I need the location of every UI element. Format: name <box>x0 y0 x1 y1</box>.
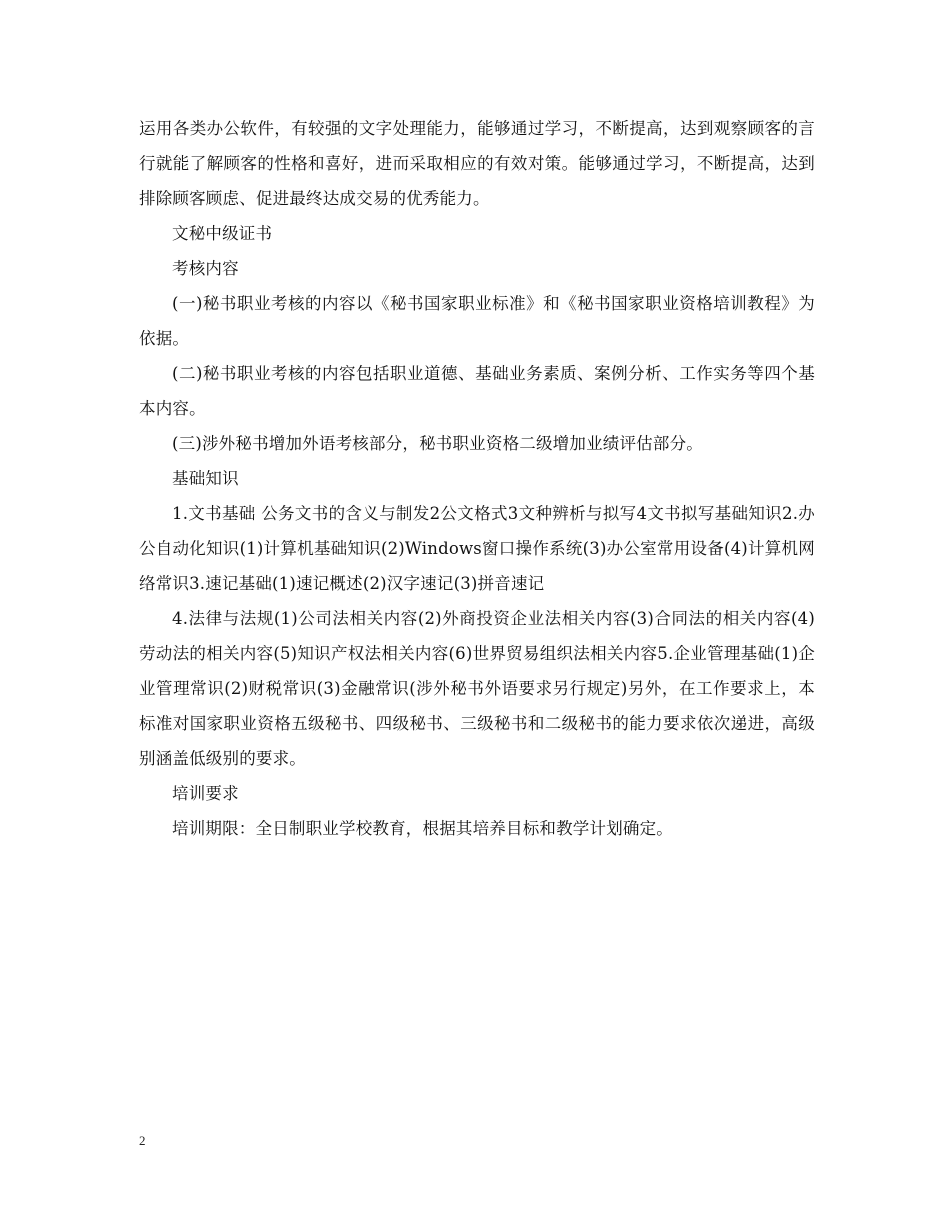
document-body <box>139 111 815 846</box>
paragraph-assessment-extra: (三)涉外秘书增加外语考核部分，秘书职业资格二级增加业绩评估部分。 <box>172 434 703 453</box>
paragraph-training-period: 培训期限：全日制职业学校教育，根据其培养目标和教学计划确定。 <box>172 819 673 838</box>
paragraph-assessment-basis: (一)秘书职业考核的内容以《秘书国家职业标准》和《秘书国家职业资格培训教程》为依据。 <box>139 294 815 348</box>
heading-secretary-intermediate-certificate: 文秘中级证书 <box>172 224 273 243</box>
heading-basic-knowledge: 基础知识 <box>172 469 239 488</box>
paragraph-basic-knowledge-1: 1.文书基础 公务文书的含义与制发2公文格式3文种辨析与拟写4文书拟写基础知识2.办公自动化知识(1)计算机基础知识(2)Windows窗口操作系统(3)办公室常用设备(4)计算机网络常识3.速记基础(1)速记概述(2)汉字速记(3)拼音速记 <box>139 504 815 593</box>
paragraph-assessment-scope: (二)秘书职业考核的内容包括职业道德、基础业务素质、案例分析、工作实务等四个基本内容。 <box>139 364 815 418</box>
paragraph-basic-knowledge-2: 4.法律与法规(1)公司法相关内容(2)外商投资企业法相关内容(3)合同法的相关内容(4)劳动法的相关内容(5)知识产权法相关内容(6)世界贸易组织法相关内容5.企业管理基础(1)企业管理常识(2)财税常识(3)金融常识(涉外秘书外语要求另行规定)另外，在工作要求上，本标准对国家职业资格五级秘书、四级秘书、三级秘书和二级秘书的能力要求依次递进，高级别涵盖低级别的要求。 <box>139 609 815 768</box>
paragraph-continuation: 运用各类办公软件，有较强的文字处理能力，能够通过学习，不断提高，达到观察顾客的言行就能了解顾客的性格和喜好，进而采取相应的有效对策。能够通过学习，不断提高，达到排除顾客顾虑、促进最终达成交易的优秀能力。 <box>139 119 815 208</box>
page-number: 2 <box>139 1133 146 1148</box>
heading-assessment-content: 考核内容 <box>172 259 239 278</box>
heading-training-requirements: 培训要求 <box>172 784 239 803</box>
